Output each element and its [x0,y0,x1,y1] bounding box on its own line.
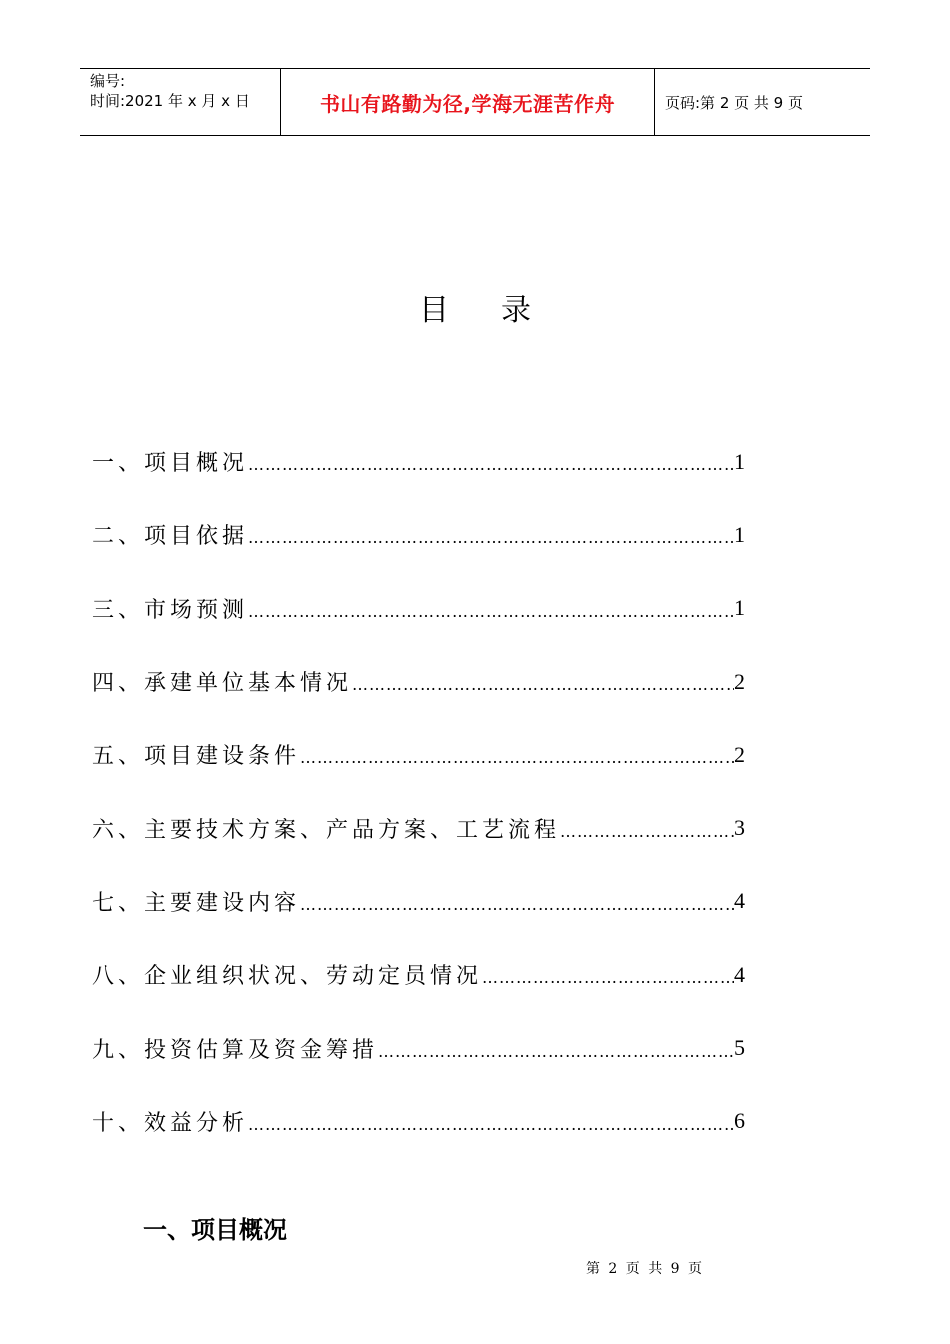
header-page-info: 页码:第 2 页 共 9 页 [665,93,803,112]
toc-entry-label: 一、项目概况 [92,451,249,477]
toc-title: 目录 [419,293,583,328]
toc-entry-page: 2 [734,741,745,767]
toc-entry-page: 3 [734,815,745,841]
toc-leader-dots [300,742,734,767]
toc-leader-dots [300,889,734,914]
toc-entry-label: 九、投资估算及资金筹措 [92,1037,379,1063]
toc-leader-dots [248,596,734,621]
toc-entry[interactable] [92,645,752,718]
toc-entry[interactable] [92,1085,752,1158]
toc-entry-label: 二、项目依据 [92,524,249,550]
document-number-label: 编号: [90,72,126,90]
toc-leader-dots [560,816,734,841]
section-heading: 一、项目概况 [143,1216,287,1244]
toc-entry-label: 八、企业组织状况、劳动定员情况 [92,964,483,990]
toc-entry-label: 三、市场预测 [92,597,249,623]
toc-entry-page: 2 [734,668,745,694]
toc-entry[interactable] [92,572,752,645]
toc-leader-dots [378,1036,734,1061]
header-motto: 书山有路勤为径,学海无涯苦作舟 [281,69,655,135]
toc-entry-label: 七、主要建设内容 [92,890,301,916]
page-header [80,68,870,136]
toc-entry-page: 1 [734,521,745,547]
toc-entry[interactable] [92,425,752,498]
document-date: 时间:2021 年 x 月 x 日 [90,92,250,110]
toc-entry-page: 4 [734,961,745,987]
toc-entry-page: 4 [734,888,745,914]
toc-leader-dots [352,669,734,694]
toc-entry[interactable] [92,718,752,791]
toc-entry-page: 1 [734,448,745,474]
toc-entry-label: 五、项目建设条件 [92,744,301,770]
toc-entry-page: 5 [734,1035,745,1061]
toc-entry[interactable] [92,865,752,938]
toc-entry-label: 十、效益分析 [92,1110,249,1136]
toc-leader-dots [248,449,734,474]
toc-leader-dots [248,1109,734,1134]
toc-entry-page: 6 [734,1108,745,1134]
toc-entry[interactable] [92,498,752,571]
toc-entry-page: 1 [734,595,745,621]
table-of-contents [92,425,752,1158]
page-footer: 第 2 页 共 9 页 [585,1261,705,1277]
toc-entry[interactable] [92,938,752,1011]
toc-leader-dots [482,962,734,987]
toc-leader-dots [248,522,734,547]
toc-entry[interactable] [92,791,752,864]
toc-entry-label: 六、主要技术方案、产品方案、工艺流程 [92,817,561,843]
header-meta [80,69,281,135]
toc-entry[interactable] [92,1011,752,1084]
toc-entry-label: 四、承建单位基本情况 [92,671,353,697]
